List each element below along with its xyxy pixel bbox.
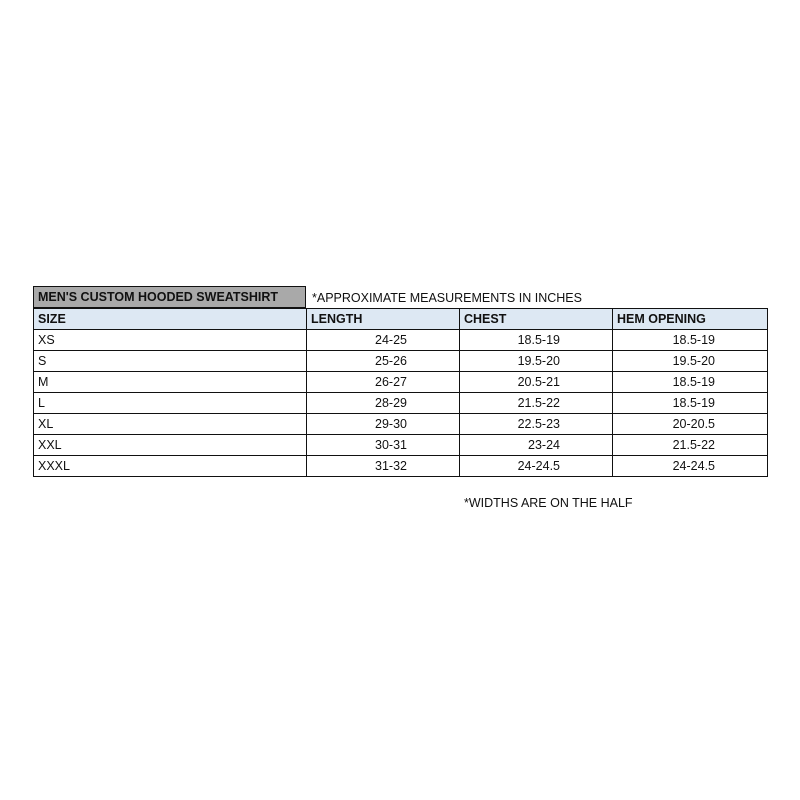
length-cell: 28-29 [307, 393, 460, 414]
size-cell: XXXL [34, 456, 307, 477]
table-row [34, 330, 768, 351]
size-cell: XXL [34, 435, 307, 456]
table-row [34, 372, 768, 393]
chest-cell: 22.5-23 [460, 414, 613, 435]
chest-cell: 20.5-21 [460, 372, 613, 393]
length-cell: 24-25 [307, 330, 460, 351]
table-row [34, 456, 768, 477]
size-chart-table [33, 308, 768, 477]
chest-cell: 19.5-20 [460, 351, 613, 372]
size-cell: M [34, 372, 307, 393]
hem-opening-cell: 24-24.5 [613, 456, 768, 477]
column-header-length: LENGTH [307, 309, 460, 330]
length-cell: 25-26 [307, 351, 460, 372]
size-cell: S [34, 351, 307, 372]
hem-opening-cell: 20-20.5 [613, 414, 768, 435]
measurement-note: *APPROXIMATE MEASUREMENTS IN INCHES [312, 291, 582, 305]
widths-note: *WIDTHS ARE ON THE HALF [464, 496, 633, 510]
chart-title-row [33, 286, 773, 309]
table-row [34, 435, 768, 456]
hem-opening-cell: 19.5-20 [613, 351, 768, 372]
length-cell: 26-27 [307, 372, 460, 393]
column-header-chest: CHEST [460, 309, 613, 330]
length-cell: 29-30 [307, 414, 460, 435]
chest-cell: 18.5-19 [460, 330, 613, 351]
size-cell: L [34, 393, 307, 414]
table-header-row [34, 309, 768, 330]
hem-opening-cell: 18.5-19 [613, 393, 768, 414]
column-header-hem-opening: HEM OPENING [613, 309, 768, 330]
column-header-size: SIZE [34, 309, 307, 330]
table-row [34, 393, 768, 414]
size-cell: XL [34, 414, 307, 435]
chart-title: MEN'S CUSTOM HOODED SWEATSHIRT [33, 286, 306, 308]
hem-opening-cell: 18.5-19 [613, 372, 768, 393]
chest-cell: 23-24 [460, 435, 613, 456]
size-cell: XS [34, 330, 307, 351]
hem-opening-cell: 21.5-22 [613, 435, 768, 456]
length-cell: 30-31 [307, 435, 460, 456]
table-row [34, 414, 768, 435]
table-row [34, 351, 768, 372]
chest-cell: 24-24.5 [460, 456, 613, 477]
chest-cell: 21.5-22 [460, 393, 613, 414]
hem-opening-cell: 18.5-19 [613, 330, 768, 351]
length-cell: 31-32 [307, 456, 460, 477]
